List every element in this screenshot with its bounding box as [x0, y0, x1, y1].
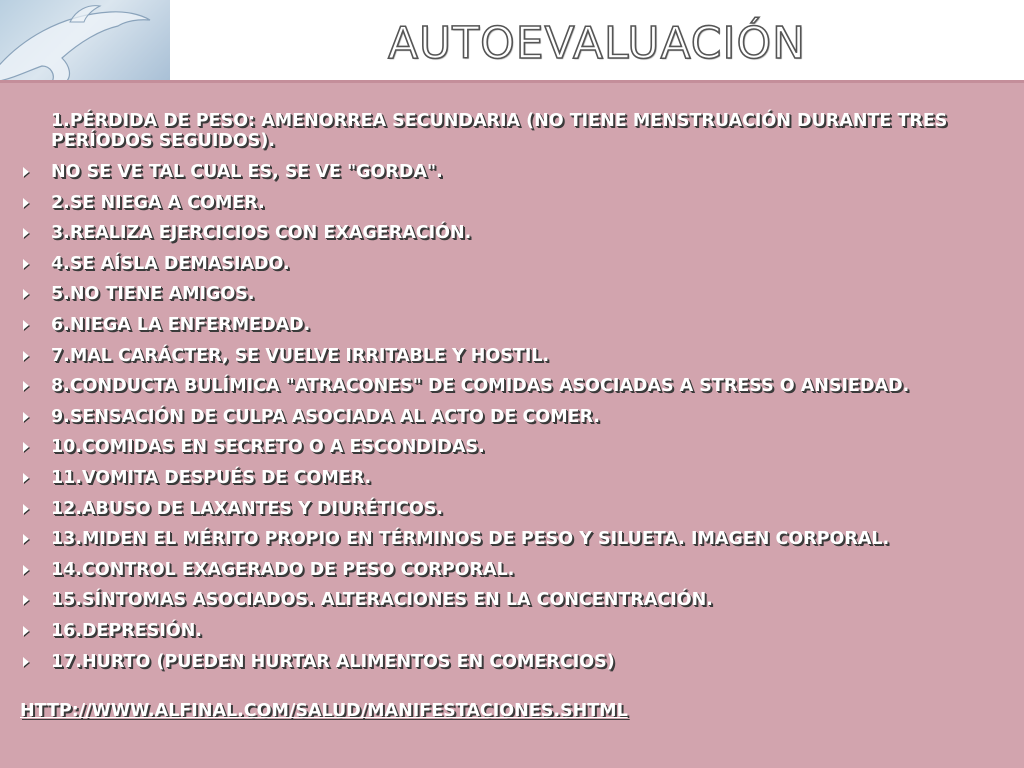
- list-item: [20, 468, 1010, 488]
- arrow-bullet-icon: [23, 198, 29, 208]
- list-item: [20, 499, 1010, 519]
- list-item-text: 3.REALIZA EJERCICIOS CON EXAGERACIÓN.: [51, 223, 472, 244]
- list-item-text: 12.ABUSO DE LAXANTES Y DIURÉTICOS.: [51, 498, 444, 519]
- arrow-bullet-icon: [23, 626, 29, 636]
- list-item-text: 11.VOMITA DESPUÉS DE COMER.: [51, 467, 372, 488]
- arrow-bullet-icon: [23, 351, 29, 361]
- list-item: [20, 162, 1010, 182]
- list-item: [20, 437, 1010, 457]
- arrow-bullet-icon: [23, 259, 29, 269]
- arrow-bullet-icon: [23, 289, 29, 299]
- list-item-text: 1.PÉRDIDA DE PESO: AMENORREA SECUNDARIA (NO TIENE MENSTRUACIÓN DURANTE TRES PERÍODOS SEGUIDOS).: [51, 111, 948, 151]
- list-item-text: 4.SE AÍSLA DEMASIADO.: [51, 253, 290, 274]
- arrow-bullet-icon: [23, 320, 29, 330]
- list-item: [20, 376, 1010, 396]
- dolphin-icon: [0, 0, 170, 80]
- list-item-text: 15.SÍNTOMAS ASOCIADOS. ALTERACIONES EN LA CONCENTRACIÓN.: [51, 590, 713, 611]
- arrow-bullet-icon: [23, 228, 29, 238]
- list-item-text: 8.CONDUCTA BULÍMICA "ATRACONES" DE COMIDAS ASOCIADAS A STRESS O ANSIEDAD.: [51, 376, 910, 397]
- list-item: [20, 621, 1010, 641]
- list-item-text: 6.NIEGA LA ENFERMEDAD.: [51, 314, 311, 335]
- list-item: [20, 529, 1010, 549]
- list-item: [20, 652, 1010, 672]
- header-divider: [0, 80, 1024, 83]
- arrow-bullet-icon: [23, 442, 29, 452]
- slide-title: AUTOEVALUACIÓN: [387, 18, 807, 69]
- list-item-text: 16.DEPRESIÓN.: [51, 620, 203, 641]
- list-item-text: 7.MAL CARÁCTER, SE VUELVE IRRITABLE Y HOSTIL.: [51, 345, 550, 366]
- list-item: [20, 223, 1010, 243]
- bullet-list: [20, 111, 1010, 682]
- arrow-bullet-icon: [23, 565, 29, 575]
- slide-header: [0, 0, 1024, 80]
- list-item: [20, 111, 981, 151]
- list-item: [20, 284, 1010, 304]
- arrow-bullet-icon: [23, 657, 29, 667]
- arrow-bullet-icon: [23, 473, 29, 483]
- list-item-text: 2.SE NIEGA A COMER.: [51, 192, 265, 213]
- arrow-bullet-icon: [23, 412, 29, 422]
- arrow-bullet-icon: [23, 167, 29, 177]
- list-item: [20, 254, 1010, 274]
- list-item: [20, 590, 1010, 610]
- arrow-bullet-icon: [23, 595, 29, 605]
- list-item-text: 14.CONTROL EXAGERADO DE PESO CORPORAL.: [51, 559, 515, 580]
- arrow-bullet-icon: [23, 381, 29, 391]
- list-item-text: 17.HURTO (PUEDEN HURTAR ALIMENTOS EN COMERCIOS): [51, 651, 615, 672]
- arrow-bullet-icon: [23, 504, 29, 514]
- list-item: [20, 346, 1010, 366]
- list-item-text: 13.MIDEN EL MÉRITO PROPIO EN TÉRMINOS DE PESO Y SILUETA. IMAGEN CORPORAL.: [51, 529, 890, 550]
- list-item-text: 10.COMIDAS EN SECRETO O A ESCONDIDAS.: [51, 437, 485, 458]
- list-item: [20, 315, 1010, 335]
- list-item: [20, 193, 1010, 213]
- arrow-bullet-icon: [23, 534, 29, 544]
- list-item: [20, 560, 1010, 580]
- list-item-text: 5.NO TIENE AMIGOS.: [51, 284, 255, 305]
- list-item: [20, 407, 1010, 427]
- list-item-text: 9.SENSACIÓN DE CULPA ASOCIADA AL ACTO DE COMER.: [51, 406, 601, 427]
- source-link[interactable]: HTTP://WWW.ALFINAL.COM/SALUD/MANIFESTACIONES.SHTML: [20, 701, 628, 721]
- logo-panel: [0, 0, 170, 80]
- list-item-text: NO SE VE TAL CUAL ES, SE VE "GORDA".: [51, 162, 443, 182]
